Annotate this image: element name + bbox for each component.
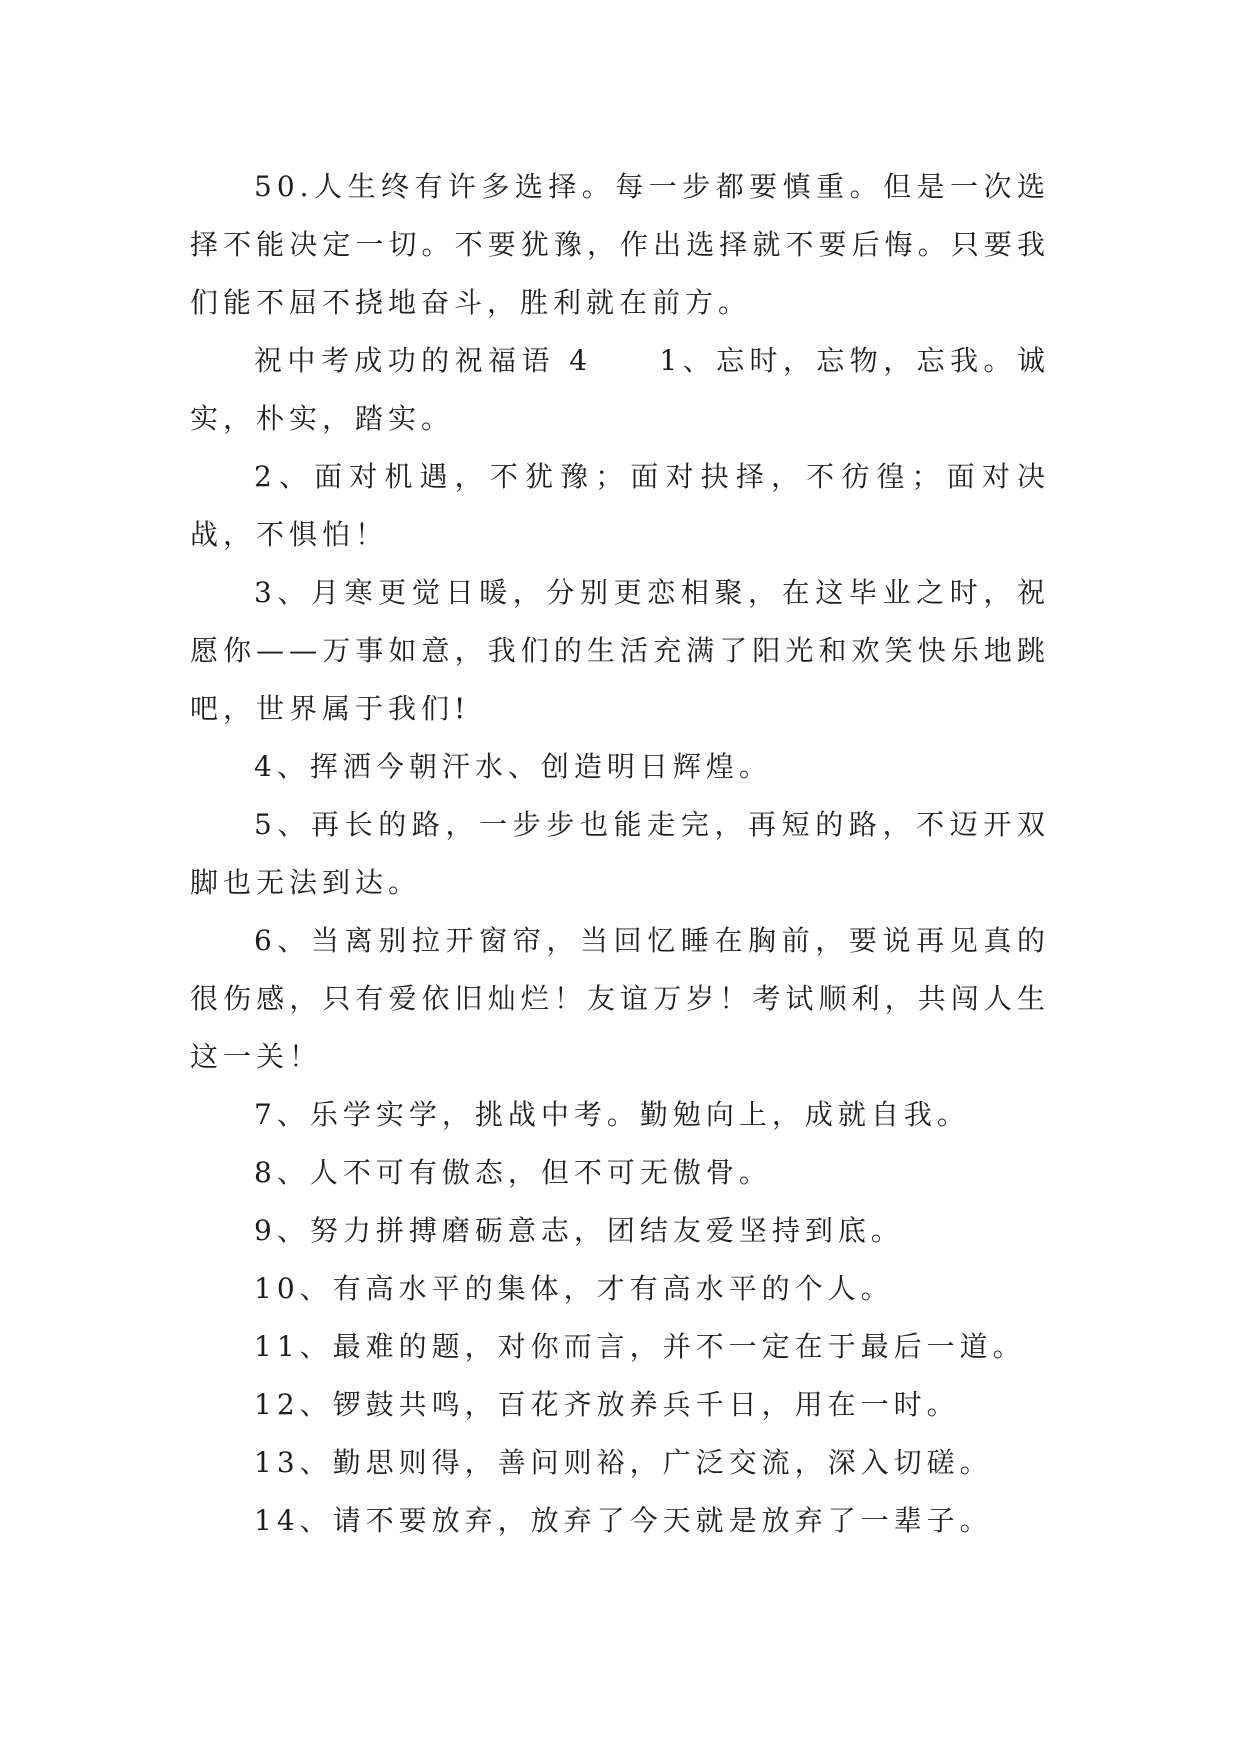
paragraph: 祝中考成功的祝福语 4 1、忘时，忘物，忘我。诚实，朴实，踏实。 [190,344,1050,435]
paragraph: 8、人不可有傲态，但不可无傲骨。 [254,1156,772,1189]
paragraph: 5、再长的路，一步步也能走完，再短的路，不迈开双脚也无法到达。 [190,808,1050,899]
paragraph: 2、面对机遇，不犹豫；面对抉择，不彷徨；面对决战，不惧怕！ [190,460,1050,551]
paragraph: 14、请不要放弃，放弃了今天就是放弃了一辈子。 [254,1504,993,1537]
paragraph: 13、勤思则得，善问则裕，广泛交流，深入切磋。 [254,1446,993,1479]
document-body [190,158,1050,1550]
paragraph: 50.人生终有许多选择。每一步都要慎重。但是一次选择不能决定一切。不要犹豫，作出选择就不要后悔。只要我们能不屈不挠地奋斗，胜利就在前方。 [190,170,1050,319]
paragraph: 6、当离别拉开窗帘，当回忆睡在胸前，要说再见真的很伤感，只有爱依旧灿烂！友谊万岁！考试顺利，共闯人生这一关！ [190,924,1050,1073]
paragraph: 9、努力拼搏磨砺意志，团结友爱坚持到底。 [254,1214,904,1247]
paragraph: 11、最难的题，对你而言，并不一定在于最后一道。 [254,1330,1026,1363]
paragraph: 12、锣鼓共鸣，百花齐放养兵千日，用在一时。 [254,1388,960,1421]
paragraph: 7、乐学实学，挑战中考。勤勉向上，成就自我。 [254,1098,970,1131]
paragraph: 3、月寒更觉日暖，分别更恋相聚，在这毕业之时，祝愿你——万事如意，我们的生活充满了阳光和欢笑快乐地跳吧，世界属于我们! [190,576,1050,725]
paragraph: 4、挥洒今朝汗水、创造明日辉煌。 [254,750,772,783]
paragraph: 10、有高水平的集体，才有高水平的个人。 [254,1272,894,1305]
